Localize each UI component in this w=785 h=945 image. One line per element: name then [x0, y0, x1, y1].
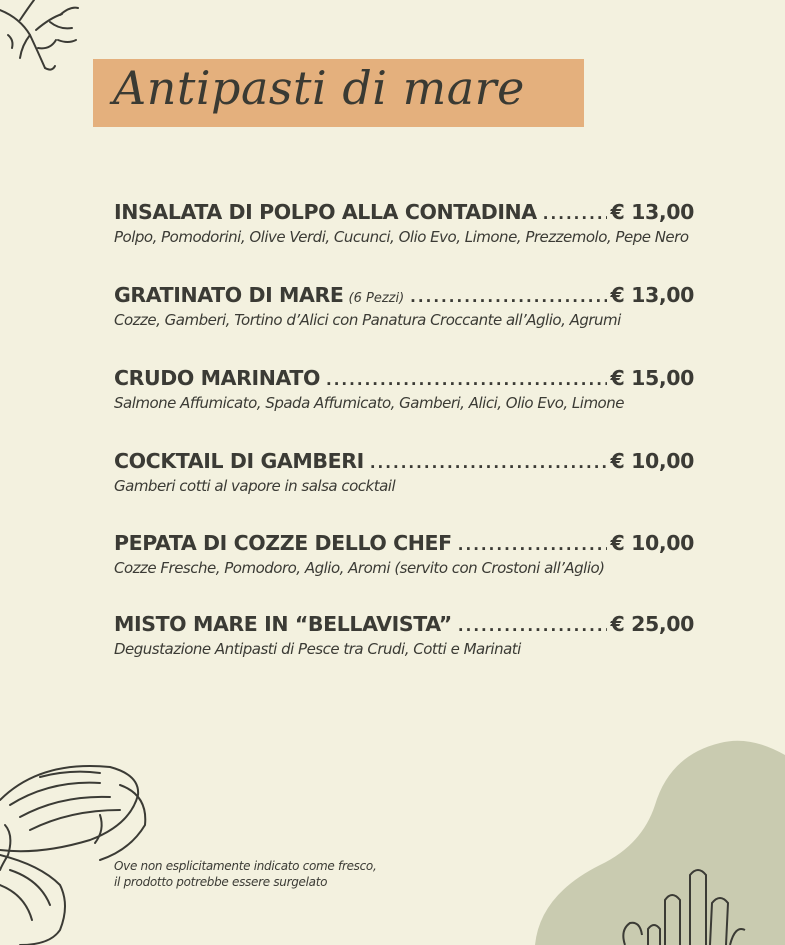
footnote — [114, 858, 376, 890]
item-name: INSALATA DI POLPO ALLA CONTADINA — [114, 200, 537, 224]
item-description: Cozze Fresche, Pomodoro, Aglio, Aromi (servito con Crostoni all’Aglio) — [114, 559, 605, 577]
item-description: Cozze, Gamberi, Tortino d’Alici con Panatura Croccante all’Aglio, Agrumi — [114, 311, 621, 329]
leader-dots — [370, 454, 607, 472]
item-price: € 13,00 — [610, 283, 694, 307]
clam-shell-illustration — [0, 755, 150, 945]
seaweed-illustration — [0, 0, 90, 80]
leader-dots — [326, 371, 607, 389]
menu-item — [114, 283, 694, 329]
footnote-line: il prodotto potrebbe essere surgelato — [114, 875, 328, 889]
item-description: Gamberi cotti al vapore in salsa cocktail — [114, 477, 396, 495]
leader-dots — [458, 536, 607, 554]
item-description: Salmone Affumicato, Spada Affumicato, Gamberi, Alici, Olio Evo, Limone — [114, 394, 624, 412]
item-note: (6 Pezzi) — [348, 291, 405, 306]
item-name: PEPATA DI COZZE DELLO CHEF — [114, 531, 452, 555]
menu-item — [114, 531, 694, 577]
menu-item — [114, 366, 694, 412]
item-name: CRUDO MARINATO — [114, 366, 320, 390]
leader-dots — [458, 617, 607, 635]
leader-dots — [410, 288, 606, 306]
item-name: COCKTAIL DI GAMBERI — [114, 449, 364, 473]
menu-item — [114, 612, 694, 658]
leader-dots — [543, 205, 607, 223]
item-price: € 15,00 — [610, 366, 694, 390]
item-price: € 10,00 — [610, 531, 694, 555]
footnote-line: Ove non esplicitamente indicato come fresco, — [114, 859, 377, 873]
page-title: Antipasti di mare — [113, 61, 525, 115]
item-description: Degustazione Antipasti di Pesce tra Crudi, Cotti e Marinati — [114, 640, 521, 658]
menu-item — [114, 449, 694, 495]
coral-illustration — [530, 735, 785, 945]
item-name: GRATINATO DI MARE — [114, 283, 344, 307]
item-description: Polpo, Pomodorini, Olive Verdi, Cucunci, Olio Evo, Limone, Prezzemolo, Pepe Nero — [114, 228, 689, 246]
title-banner — [93, 59, 584, 127]
item-price: € 10,00 — [610, 449, 694, 473]
item-name: MISTO MARE IN “BELLAVISTA” — [114, 612, 452, 636]
item-price: € 25,00 — [610, 612, 694, 636]
menu-item — [114, 200, 694, 246]
item-price: € 13,00 — [610, 200, 694, 224]
background-blob — [535, 741, 785, 945]
